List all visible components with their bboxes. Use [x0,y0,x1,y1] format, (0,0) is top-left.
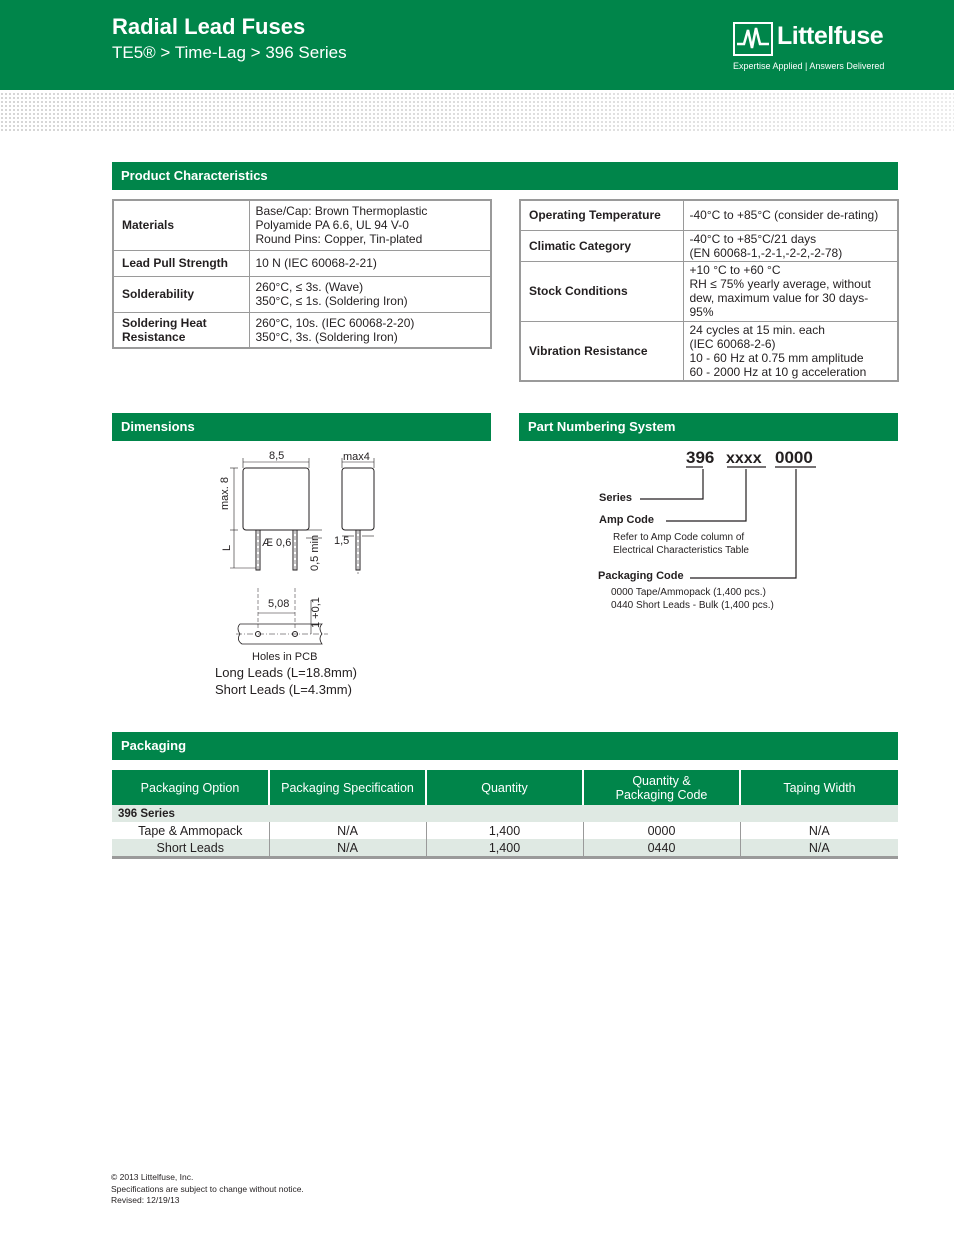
table-row [113,250,491,276]
table-cell: Tape & Ammopack [112,822,269,839]
table-row [520,261,898,321]
dim-min-length: 0,5 min [309,534,321,571]
char-label: Climatic Category [520,230,683,261]
char-label: Materials [113,200,249,250]
char-value: 10 N (IEC 60068-2-21) [249,250,491,276]
group-label: 396 Series [112,805,898,822]
table-row [112,822,898,839]
table-cell: 0440 [583,839,740,858]
fuse-body-side [342,468,374,530]
table-cell: 1,400 [426,839,583,858]
characteristics-table-left [112,199,492,349]
littelfuse-logo [733,20,903,75]
column-header: Taping Width [740,770,898,805]
code-pack: 0000 [775,448,813,467]
dim-tolerance: 1 +0,1 [310,597,322,628]
breadcrumb: TE5® > Time-Lag > 396 Series [112,43,347,62]
char-value: -40°C to +85°C (consider de-rating) [683,200,898,230]
table-row [113,200,491,250]
dim-lead-length: L [221,544,233,551]
column-header: Quantity & Packaging Code [583,770,740,805]
table-cell: 0000 [583,822,740,839]
section-bar-packaging: Packaging [112,732,898,760]
fuse-body-front [243,468,309,530]
amp-code-desc: Refer to Amp Code column of Electrical Characteristics Table [613,532,749,556]
amp-code-label: Amp Code [599,514,654,526]
section-bar-product-characteristics: Product Characteristics [112,162,898,190]
logo-tagline: Expertise Applied | Answers Delivered [733,61,885,71]
change-notice: Specifications are subject to change without notice. [111,1183,304,1194]
char-value: 260°C, 10s. (IEC 60068-2-20) 350°C, 3s. (Soldering Iron) [249,312,491,348]
char-label: Vibration Resistance [520,321,683,381]
dim-max-height: max. 8 [219,476,231,510]
table-cell: 1,400 [426,822,583,839]
table-cell: N/A [269,839,426,858]
page-header [0,0,954,90]
table-row [113,312,491,348]
section-bar-part-numbering: Part Numbering System [519,413,898,441]
holes-caption: Holes in PCB [252,651,318,663]
page-title: Radial Lead Fuses [112,14,306,39]
char-value: -40°C to +85°C/21 days (EN 60068-1,-2-1,-2-2,-2-78) [683,230,898,261]
dim-max-thickness: max4 [343,451,370,463]
char-label: Lead Pull Strength [113,250,249,276]
table-row [113,276,491,312]
char-value: +10 °C to +60 °C RH ≤ 75% yearly average, without dew, maximum value for 30 days- 95% [683,261,898,321]
short-leads-note: Short Leads (L=4.3mm) [215,682,352,697]
dim-pitch: 5,08 [268,598,290,610]
table-row [520,230,898,261]
column-header: Packaging Option [112,770,269,805]
char-label: Solderability [113,276,249,312]
table-cell: N/A [740,839,898,858]
table-cell: N/A [808,823,830,838]
section-bar-dimensions: Dimensions [112,413,491,441]
table-row [112,839,898,858]
characteristics-table-right [519,199,899,382]
dim-spacing: 1,5 [334,535,350,547]
char-value: 260°C, ≤ 3s. (Wave) 350°C, ≤ 1s. (Soldering Iron) [249,276,491,312]
table-cell: N/A [269,822,426,839]
table-row [520,200,898,230]
long-leads-note: Long Leads (L=18.8mm) [215,665,358,680]
char-label: Operating Temperature [520,200,683,230]
code-amp: xxxx [726,450,762,467]
char-label: Stock Conditions [520,261,683,321]
revision-date: Revised: 12/19/13 [111,1195,180,1205]
dim-lead-diameter: Æ 0,6 [262,537,292,549]
series-label: Series [599,492,633,504]
column-header: Packaging Specification [269,770,426,805]
code-series: 396 [686,448,715,467]
packaging-code-label: Packaging Code [598,570,684,582]
packaging-code-desc: 0000 Tape/Ammopack (1,400 pcs.) 0440 Short Leads - Bulk (1,400 pcs.) [611,587,774,611]
packaging-table [112,770,898,859]
char-label: Soldering Heat Resistance [113,312,249,348]
table-header-row [112,770,898,805]
table-row [520,321,898,381]
dim-width: 8,5 [269,450,285,462]
copyright: © 2013 Littelfuse, Inc. [111,1172,194,1182]
logo-wordmark: Littelfuse [777,22,884,50]
littelfuse-mark-icon [733,22,773,56]
table-group-row [112,805,898,822]
char-value: 24 cycles at 15 min. each (IEC 60068-2-6) 10 - 60 Hz at 0.75 mm amplitude 60 - 2000 Hz at 10 g acceleration [683,321,898,381]
column-header: Quantity [426,770,583,805]
table-cell: Short Leads [112,839,269,858]
page-footer [111,1172,304,1207]
char-value: Base/Cap: Brown Thermoplastic Polyamide PA 6.6, UL 94 V-0 Round Pins: Copper, Tin-plated [249,200,491,250]
